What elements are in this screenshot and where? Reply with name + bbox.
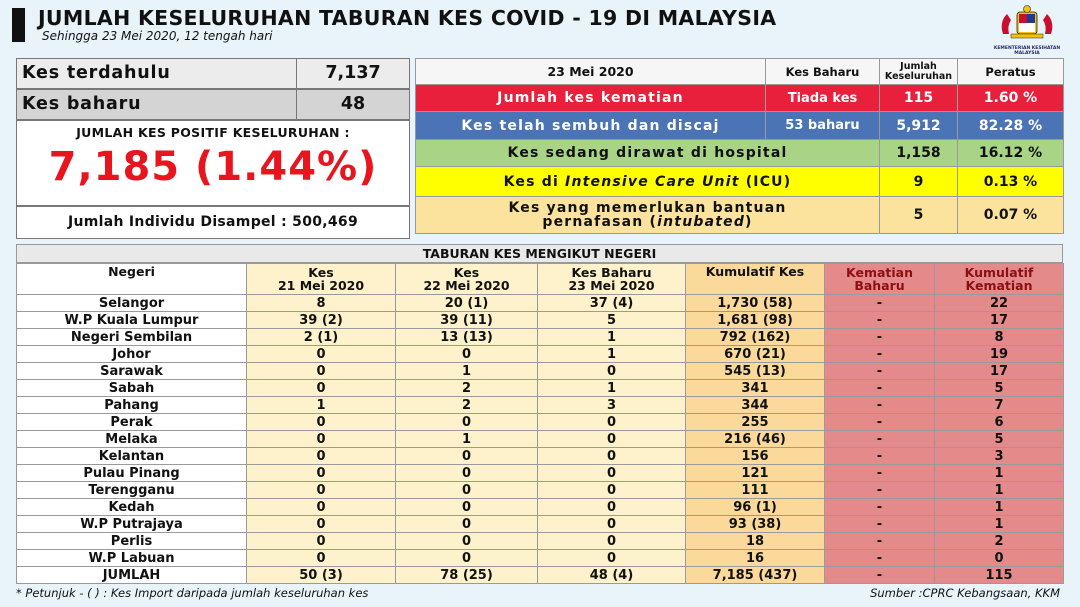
cases-21may-cell: 0	[247, 431, 396, 448]
total-row	[17, 567, 1064, 584]
page-title: JUMLAH KESELURUHAN TABURAN KES COVID - 19 DI MALAYSIA	[38, 6, 777, 30]
cumulative-cases-cell: 1,730 (58)	[686, 295, 825, 312]
page-subtitle: Sehingga 23 Mei 2020, 12 tengah hari	[42, 29, 273, 43]
cases-23may-cell: 0	[538, 550, 686, 567]
new-deaths-cell: -	[825, 567, 935, 584]
state-name-cell: W.P Kuala Lumpur	[17, 312, 247, 329]
cases-23may-cell: 5	[538, 312, 686, 329]
new-deaths-cell: -	[825, 499, 935, 516]
state-name-cell: Melaka	[17, 431, 247, 448]
death-new: Tiada kes	[766, 85, 880, 112]
cases-21may-cell: 0	[247, 414, 396, 431]
cumulative-deaths-cell: 2	[935, 533, 1064, 550]
cumulative-deaths-cell: 6	[935, 414, 1064, 431]
cases-22may-cell: 0	[396, 550, 538, 567]
cumulative-cases-cell: 7,185 (437)	[686, 567, 825, 584]
new-deaths-cell: -	[825, 550, 935, 567]
cumulative-deaths-cell: 8	[935, 329, 1064, 346]
state-name-cell: Pahang	[17, 397, 247, 414]
new-deaths-cell: -	[825, 465, 935, 482]
state-name-cell: Perlis	[17, 533, 247, 550]
table-row	[17, 482, 1064, 499]
total-positive-value: 7,185 (1.44%)	[48, 144, 378, 190]
cumulative-deaths-cell: 19	[935, 346, 1064, 363]
cumulative-deaths-cell: 1	[935, 482, 1064, 499]
intubated-label-line1: Kes yang memerlukan bantuan	[508, 200, 787, 216]
sampled-individuals: Jumlah Individu Disampel : 500,469	[16, 206, 410, 239]
intubated-row	[416, 197, 1064, 234]
state-name-cell: JUMLAH	[17, 567, 247, 584]
state-name-cell: W.P Labuan	[17, 550, 247, 567]
intubated-label	[416, 197, 880, 234]
table-row	[17, 448, 1064, 465]
col-header-22may	[396, 264, 538, 295]
col-header-23may-l2: 23 Mei 2020	[568, 278, 655, 293]
cumulative-cases-cell: 93 (38)	[686, 516, 825, 533]
footnote-source: Sumber :CPRC Kebangsaan, KKM	[870, 586, 1060, 600]
col-header-21may-l1: Kes	[308, 265, 334, 280]
new-deaths-cell: -	[825, 516, 935, 533]
previous-cases-label: Kes terdahulu	[17, 59, 297, 88]
state-name-cell: Perak	[17, 414, 247, 431]
status-header-row	[416, 59, 1064, 85]
col-header-new-deaths-l1: Kematian	[846, 265, 913, 280]
total-positive-box	[16, 120, 410, 206]
table-row	[17, 363, 1064, 380]
coat-of-arms-icon	[997, 4, 1057, 42]
cases-22may-cell: 0	[396, 346, 538, 363]
col-header-22may-l1: Kes	[453, 265, 480, 280]
table-row	[17, 329, 1064, 346]
hospital-row	[416, 140, 1064, 167]
cumulative-cases-cell: 1,681 (98)	[686, 312, 825, 329]
table-row	[17, 397, 1064, 414]
intubated-label-pre: pernafasan (	[542, 214, 658, 230]
cases-21may-cell: 2 (1)	[247, 329, 396, 346]
cases-23may-cell: 0	[538, 448, 686, 465]
cumulative-cases-cell: 121	[686, 465, 825, 482]
ministry-logo	[988, 4, 1066, 56]
col-header-state: Negeri	[17, 264, 247, 295]
cases-21may-cell: 0	[247, 363, 396, 380]
intubated-total: 5	[880, 197, 958, 234]
table-row	[17, 431, 1064, 448]
cases-23may-cell: 0	[538, 533, 686, 550]
cumulative-cases-cell: 156	[686, 448, 825, 465]
cumulative-cases-cell: 111	[686, 482, 825, 499]
death-row	[416, 85, 1064, 112]
new-cases-label: Kes baharu	[17, 90, 297, 119]
col-header-cum-deaths	[935, 264, 1064, 295]
cases-22may-cell: 78 (25)	[396, 567, 538, 584]
table-row	[17, 465, 1064, 482]
cumulative-cases-cell: 792 (162)	[686, 329, 825, 346]
new-deaths-cell: -	[825, 482, 935, 499]
cases-22may-cell: 0	[396, 499, 538, 516]
recovered-pct: 82.28 %	[958, 112, 1064, 140]
previous-cases-row	[16, 58, 410, 89]
cumulative-cases-cell: 341	[686, 380, 825, 397]
table-row	[17, 414, 1064, 431]
total-positive-label: JUMLAH KES POSITIF KESELURUHAN :	[76, 125, 350, 140]
hospital-pct: 16.12 %	[958, 140, 1064, 167]
cumulative-deaths-cell: 17	[935, 363, 1064, 380]
cumulative-deaths-cell: 22	[935, 295, 1064, 312]
cumulative-cases-cell: 545 (13)	[686, 363, 825, 380]
cases-23may-cell: 0	[538, 482, 686, 499]
cases-23may-cell: 48 (4)	[538, 567, 686, 584]
cases-22may-cell: 1	[396, 363, 538, 380]
status-new-header: Kes Baharu	[766, 59, 880, 85]
new-deaths-cell: -	[825, 431, 935, 448]
cases-22may-cell: 0	[396, 465, 538, 482]
col-header-new-deaths-l2: Baharu	[854, 278, 905, 293]
new-deaths-cell: -	[825, 414, 935, 431]
cumulative-deaths-cell: 1	[935, 465, 1064, 482]
new-deaths-cell: -	[825, 448, 935, 465]
state-name-cell: W.P Putrajaya	[17, 516, 247, 533]
status-total-header: Jumlah Keseluruhan	[880, 59, 958, 85]
hospital-total: 1,158	[880, 140, 958, 167]
cases-23may-cell: 0	[538, 499, 686, 516]
cumulative-deaths-cell: 17	[935, 312, 1064, 329]
cases-21may-cell: 0	[247, 448, 396, 465]
cases-22may-cell: 1	[396, 431, 538, 448]
cumulative-cases-cell: 216 (46)	[686, 431, 825, 448]
cases-23may-cell: 0	[538, 465, 686, 482]
table-row	[17, 380, 1064, 397]
cases-21may-cell: 1	[247, 397, 396, 414]
cumulative-deaths-cell: 115	[935, 567, 1064, 584]
cases-22may-cell: 2	[396, 380, 538, 397]
cumulative-deaths-cell: 5	[935, 431, 1064, 448]
status-date-header: 23 Mei 2020	[416, 59, 766, 85]
recovered-new: 53 baharu	[766, 112, 880, 140]
icu-label-pre: Kes di	[503, 173, 566, 190]
cases-22may-cell: 2	[396, 397, 538, 414]
hospital-label: Kes sedang dirawat di hospital	[416, 140, 880, 167]
state-header-row	[17, 264, 1064, 295]
cumulative-cases-cell: 670 (21)	[686, 346, 825, 363]
cumulative-deaths-cell: 5	[935, 380, 1064, 397]
state-name-cell: Terengganu	[17, 482, 247, 499]
cases-23may-cell: 0	[538, 414, 686, 431]
cases-23may-cell: 3	[538, 397, 686, 414]
death-pct: 1.60 %	[958, 85, 1064, 112]
cases-21may-cell: 0	[247, 499, 396, 516]
cases-23may-cell: 0	[538, 516, 686, 533]
cumulative-deaths-cell: 1	[935, 499, 1064, 516]
logo-caption: KEMENTERIAN KESIHATAN MALAYSIA	[993, 46, 1061, 56]
col-header-21may	[247, 264, 396, 295]
new-deaths-cell: -	[825, 380, 935, 397]
previous-cases-value: 7,137	[325, 63, 381, 83]
new-deaths-cell: -	[825, 397, 935, 414]
table-row	[17, 346, 1064, 363]
intubated-label-italic: intubated	[657, 214, 746, 230]
cases-21may-cell: 0	[247, 482, 396, 499]
table-row	[17, 312, 1064, 329]
cases-22may-cell: 0	[396, 448, 538, 465]
cases-22may-cell: 20 (1)	[396, 295, 538, 312]
icu-pct: 0.13 %	[958, 167, 1064, 197]
cumulative-deaths-cell: 7	[935, 397, 1064, 414]
state-name-cell: Kelantan	[17, 448, 247, 465]
cases-22may-cell: 13 (13)	[396, 329, 538, 346]
cumulative-deaths-cell: 0	[935, 550, 1064, 567]
cumulative-cases-cell: 255	[686, 414, 825, 431]
new-deaths-cell: -	[825, 533, 935, 550]
cases-22may-cell: 0	[396, 516, 538, 533]
cases-21may-cell: 0	[247, 465, 396, 482]
cases-21may-cell: 39 (2)	[247, 312, 396, 329]
header-accent-bar	[12, 8, 25, 42]
cases-23may-cell: 37 (4)	[538, 295, 686, 312]
table-row	[17, 295, 1064, 312]
icu-total: 9	[880, 167, 958, 197]
cases-21may-cell: 8	[247, 295, 396, 312]
intubated-pct: 0.07 %	[958, 197, 1064, 234]
cases-23may-cell: 1	[538, 346, 686, 363]
cumulative-deaths-cell: 1	[935, 516, 1064, 533]
icu-label-post: (ICU)	[739, 173, 792, 190]
recovered-total: 5,912	[880, 112, 958, 140]
table-row	[17, 533, 1064, 550]
cumulative-cases-cell: 18	[686, 533, 825, 550]
case-status-table	[415, 58, 1064, 234]
cumulative-cases-cell: 16	[686, 550, 825, 567]
icu-row	[416, 167, 1064, 197]
cases-21may-cell: 50 (3)	[247, 567, 396, 584]
death-label: Jumlah kes kematian	[416, 85, 766, 112]
intubated-label-post: )	[745, 214, 753, 230]
state-name-cell: Kedah	[17, 499, 247, 516]
col-header-21may-l2: 21 Mei 2020	[277, 278, 365, 293]
table-row	[17, 550, 1064, 567]
state-name-cell: Negeri Sembilan	[17, 329, 247, 346]
state-name-cell: Selangor	[17, 295, 247, 312]
cases-21may-cell: 0	[247, 346, 396, 363]
col-header-cumulative: Kumulatif Kes	[686, 264, 825, 295]
cumulative-cases-cell: 96 (1)	[686, 499, 825, 516]
new-cases-row	[16, 89, 410, 120]
cases-23may-cell: 0	[538, 431, 686, 448]
cases-21may-cell: 0	[247, 550, 396, 567]
cases-22may-cell: 39 (11)	[396, 312, 538, 329]
new-deaths-cell: -	[825, 363, 935, 380]
cases-21may-cell: 0	[247, 516, 396, 533]
death-total: 115	[880, 85, 958, 112]
cases-23may-cell: 1	[538, 329, 686, 346]
cases-21may-cell: 0	[247, 533, 396, 550]
col-header-22may-l2: 22 Mei 2020	[423, 278, 510, 293]
table-row	[17, 516, 1064, 533]
recovered-row	[416, 112, 1064, 140]
cases-22may-cell: 0	[396, 533, 538, 550]
cases-22may-cell: 0	[396, 414, 538, 431]
cases-23may-cell: 1	[538, 380, 686, 397]
cases-22may-cell: 0	[396, 482, 538, 499]
new-deaths-cell: -	[825, 329, 935, 346]
new-deaths-cell: -	[825, 312, 935, 329]
col-header-23may-l1: Kes Baharu	[571, 265, 652, 280]
col-header-new-deaths	[825, 264, 935, 295]
new-deaths-cell: -	[825, 346, 935, 363]
state-name-cell: Sabah	[17, 380, 247, 397]
state-table-title: TABURAN KES MENGIKUT NEGERI	[16, 244, 1063, 263]
recovered-label: Kes telah sembuh dan discaj	[416, 112, 766, 140]
cases-23may-cell: 0	[538, 363, 686, 380]
new-cases-value: 48	[340, 94, 366, 114]
state-name-cell: Pulau Pinang	[17, 465, 247, 482]
col-header-23may	[538, 264, 686, 295]
col-header-cum-deaths-l2: Kematian	[965, 278, 1033, 293]
cumulative-deaths-cell: 3	[935, 448, 1064, 465]
status-pct-header: Peratus	[958, 59, 1064, 85]
state-name-cell: Johor	[17, 346, 247, 363]
col-header-cum-deaths-l1: Kumulatif	[964, 265, 1034, 280]
new-deaths-cell: -	[825, 295, 935, 312]
table-row	[17, 499, 1064, 516]
cases-21may-cell: 0	[247, 380, 396, 397]
footnote-legend: * Petunjuk - ( ) : Kes Import daripada jumlah keseluruhan kes	[16, 586, 369, 600]
state-distribution-table	[16, 263, 1064, 584]
icu-label	[416, 167, 880, 197]
state-name-cell: Sarawak	[17, 363, 247, 380]
icu-label-italic: Intensive Care Unit	[565, 173, 740, 190]
cumulative-cases-cell: 344	[686, 397, 825, 414]
